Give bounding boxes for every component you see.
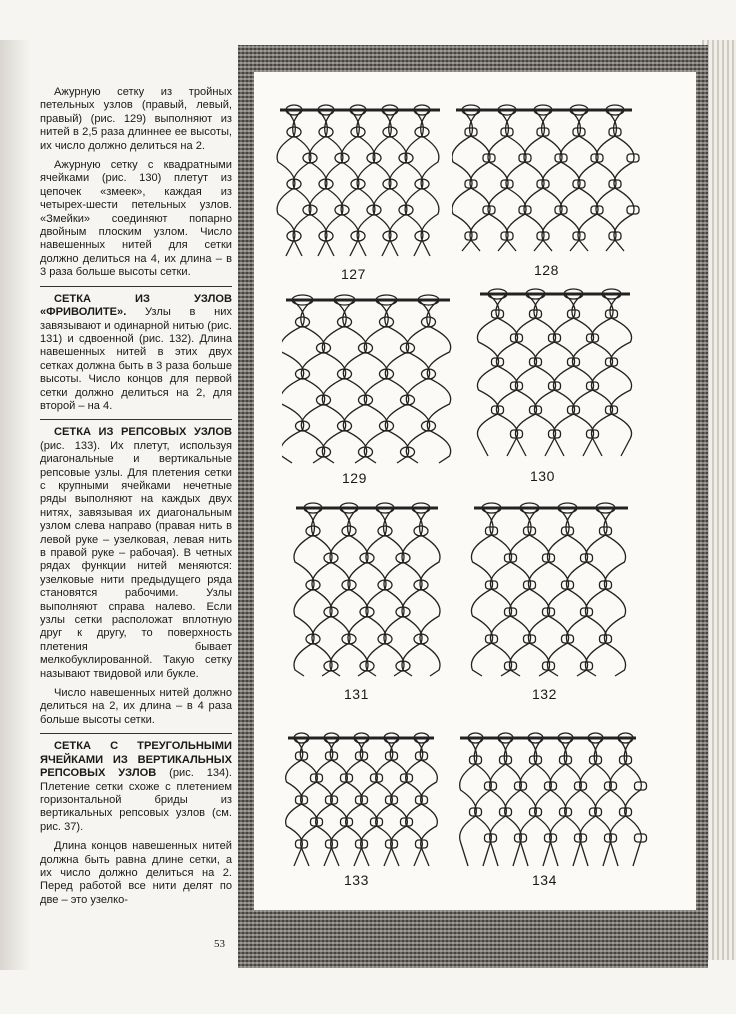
figure-129-drawing (282, 288, 454, 494)
knot-stroke (547, 508, 569, 676)
knot-stroke (366, 508, 386, 676)
figure-133 (284, 728, 438, 894)
knot-stroke (604, 508, 626, 676)
divider (40, 286, 232, 287)
paragraph-4: СЕТКА ИЗ РЕПСОВЫХ УЗЛОВ (рис. 133). Их плетут, используя диагональные и вертикальные репсовые узлы. Для плетения сетки с крупными ячейками нечетные ряды выполняют на каждых двух нитях, завязывая их диагональным узлом слева направо (правая нить в левой руке – узелковая, левая нить в правой руке – рабочая). В четных рядах функции нитей меняются: узелковые нити предыдущего ряда становятся рабочими. Узлы выполняют справа налево. Если узлы сетки расположат вплотную друг к другу, то поверхность плетения бывает мелкобуклированной. Такую сетку называют твидовой или букле. (40, 426, 232, 680)
figure-134-drawing (456, 728, 656, 894)
knot-stroke (406, 300, 430, 463)
knot-stroke (528, 508, 550, 676)
paragraph-1: Ажурную сетку из тройных петельных узлов (правый, левый, правый) (рис. 129) выполняют из нитей в 2,5 раза длиннее ее высоты, их число должно делиться на 2. (40, 86, 232, 152)
figure-132-drawing (470, 496, 632, 708)
paragraph-3: СЕТКА ИЗ УЗЛОВ «ФРИВОЛИТЕ». Узлы в них завязывают и одинарной нитью (рис. 131) и сдвоенной (рис. 132). Длина навешенных нитей в этих двух сетках должна быть в 3 раза больше высоты. Число концов для первой сетки должно делиться на 2, для второй – на 4. (40, 292, 232, 412)
figure-129 (282, 288, 454, 494)
figure-128-drawing (452, 96, 648, 286)
figure-label: 131 (344, 686, 369, 702)
knot-stroke (471, 508, 493, 676)
page-number: 53 (214, 938, 225, 950)
heading-reps: СЕТКА ИЗ РЕПСОВЫХ УЗЛОВ (54, 426, 232, 439)
book-spine (0, 40, 30, 970)
text-column (40, 86, 232, 913)
figure-128 (452, 96, 648, 286)
figure-label: 132 (532, 686, 557, 702)
heading-triangular: СЕТКА С ТРЕУГОЛЬНЫМИ ЯЧЕЙКАМИ ИЗ ВЕРТИКАЛЬНЫХ РЕПСОВЫХ УЗЛОВ (40, 740, 232, 780)
knot-stroke (566, 508, 588, 676)
knot-stroke (427, 300, 451, 463)
figure-130-drawing (476, 284, 634, 490)
figure-130 (476, 284, 634, 490)
knot-stroke (343, 300, 367, 463)
knot-stroke (384, 508, 404, 676)
knot-stroke (490, 508, 512, 676)
figure-131-drawing (292, 496, 442, 708)
knot-stroke (509, 508, 531, 676)
knot-stroke (420, 508, 440, 676)
figure-127-drawing (276, 96, 444, 286)
knot-stroke (348, 508, 368, 676)
figure-label: 134 (532, 872, 557, 888)
paragraph-5: Число навешенных нитей должно делиться на 2, их длина – в 4 раза больше высоты сетки. (40, 687, 232, 726)
figure-label: 129 (342, 470, 367, 486)
divider (40, 733, 232, 734)
figure-127 (276, 96, 444, 286)
figure-134 (456, 728, 656, 894)
figure-label: 130 (530, 468, 555, 484)
knot-stroke (301, 300, 325, 463)
knot-stroke (585, 508, 607, 676)
knot-stroke (282, 300, 304, 463)
figure-132 (470, 496, 632, 708)
figure-label: 133 (344, 872, 369, 888)
heading-frivolite: СЕТКА ИЗ УЗЛОВ «ФРИВОЛИТЕ». (40, 292, 232, 319)
knot-stroke (385, 300, 409, 463)
paragraph-7: Длина концов навешенных нитей должна быть равна длине сетки, а их число должно делиться на 2. Перед работой все нити делят по две – это узелко- (40, 840, 232, 906)
figure-131 (292, 496, 442, 708)
figure-133-drawing (284, 728, 438, 894)
figure-label: 128 (534, 262, 559, 278)
knot-stroke (330, 508, 350, 676)
paragraph-6: СЕТКА С ТРЕУГОЛЬНЫМИ ЯЧЕЙКАМИ ИЗ ВЕРТИКАЛЬНЫХ РЕПСОВЫХ УЗЛОВ (рис. 134). Плетение сетки схоже с плетением горизонтальной бриды из вертикальных репсовых узлов (см. рис. 37). (40, 740, 232, 833)
knot-stroke (294, 508, 314, 676)
divider (40, 419, 232, 420)
knot-stroke (312, 508, 332, 676)
paragraph-2: Ажурную сетку с квадратными ячейками (рис. 130) плетут из цепочек «змеек», каждая из четырех-шести петельных узлов. «Змейки» соединяют попарно двойным плоским узлом. Число навешенных нитей для сетки должно делиться на 4, их длина – в 3 раза больше высоты сетки. (40, 159, 232, 279)
knot-stroke (364, 300, 388, 463)
figure-label: 127 (341, 266, 366, 282)
knot-stroke (402, 508, 422, 676)
knot-stroke (322, 300, 346, 463)
